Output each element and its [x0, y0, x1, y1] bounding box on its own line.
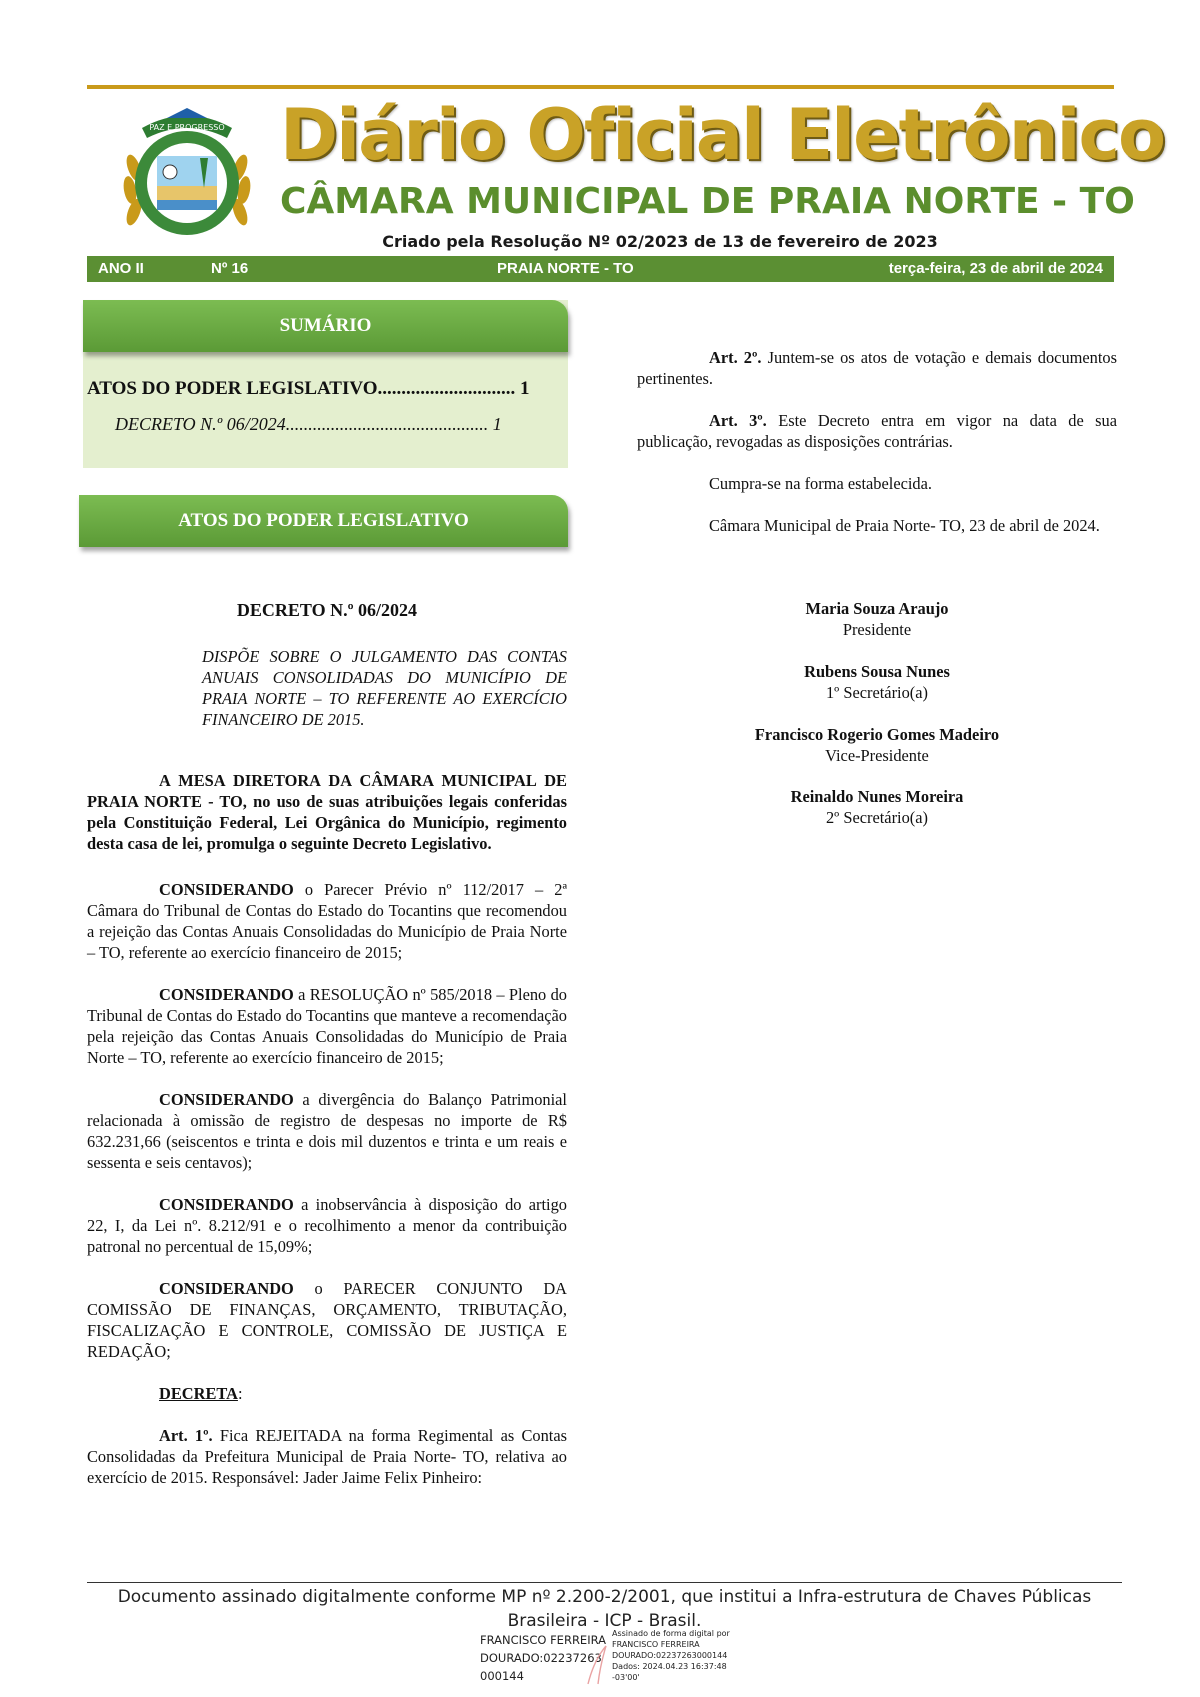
signatory-name: Francisco Rogerio Gomes Madeiro: [754, 725, 1000, 744]
signatory-name: Rubens Sousa Nunes: [804, 662, 950, 681]
crest-motto: PAZ E PROGRESSO: [149, 123, 225, 132]
considerando-text: a RESOLUÇÃO nº 585/2018 – Pleno do Tribunal de Contas do Estado do Tocantins que manteve a recomendação pela rejeição das Contas Anuais Consolidadas do Município de Praia Norte – TO, referente ao exercício financeiro de 2015;: [87, 985, 567, 1067]
cert-detail-line: FRANCISCO FERREIRA: [612, 1640, 700, 1649]
article-2-lead: Art. 2º.: [709, 348, 762, 367]
decree-title: DECRETO N.º 06/2024: [236, 600, 418, 620]
cert-name-line: FRANCISCO FERREIRA: [480, 1633, 606, 1647]
signature-block-2: [637, 661, 1117, 703]
summary-title: SUMÁRIO: [83, 300, 568, 352]
considerando-text: o PARECER CONJUNTO DA COMISSÃO DE FINANÇAS, ORÇAMENTO, TRIBUTAÇÃO, FISCALIZAÇÃO E CONTROLE, COMISSÃO DE JUSTIÇA E REDAÇÃO;: [87, 1279, 567, 1361]
article-1-text: Fica REJEITADA na forma Regimental as Contas Consolidadas da Prefeitura Municipal de Praia Norte- TO, relativa ao exercício de 2015. Responsável: Jader Jaime Felix Pinheiro:: [87, 1426, 567, 1487]
notice-line-2: Brasileira - ICP - Brasil.: [507, 1611, 702, 1631]
decree-body-left: [87, 770, 567, 1488]
signatory-role: 1º Secretário(a): [825, 683, 928, 702]
decreta-word: DECRETA: [159, 1384, 238, 1403]
notice-line-1: Documento assinado digitalmente conforme MP nº 2.200-2/2001, que institui a Infra-estrutura de Chaves Públicas: [117, 1587, 1092, 1607]
board-preamble: A MESA DIRETORA DA CÂMARA MUNICIPAL DE PRAIA NORTE - TO, no uso de suas atribuições legais conferidas pela Constituição Federal, Lei Orgânica do Município, regimento desta casa de lei, promulga o seguinte Decreto Legislativo.: [87, 771, 567, 853]
masthead-title: Diário Oficial Eletrônico: [280, 94, 1165, 176]
cert-detail-line: Dados: 2024.04.23 16:37:48: [612, 1662, 727, 1671]
edition-number: Nº 16: [211, 260, 249, 277]
considerando-lead: CONSIDERANDO: [159, 880, 294, 899]
decreta-heading: [87, 1383, 567, 1404]
decree-summary-ementa: DISPÕE SOBRE O JULGAMENTO DAS CONTAS ANUAIS CONSOLIDADAS DO MUNICÍPIO DE PRAIA NORTE – TO REFERENTE AO EXERCÍCIO FINANCEIRO DE 2015.: [202, 647, 567, 729]
edition-year: ANO II: [98, 260, 144, 277]
footer-rule: [87, 1582, 1122, 1583]
masthead-subtitle: CÂMARA MUNICIPAL DE PRAIA NORTE - TO: [280, 181, 1135, 222]
considerando-2: [87, 984, 567, 1068]
considerando-3: [87, 1089, 567, 1173]
cert-detail-line: -03'00': [612, 1673, 640, 1682]
article-2-text: Juntem-se os atos de votação e demais documentos pertinentes.: [637, 348, 1118, 388]
article-3: [637, 410, 1117, 452]
summary-entry-decree[interactable]: DECRETO N.º 06/2024............................................. 1: [115, 414, 502, 434]
signatory-name: Maria Souza Araujo: [805, 599, 949, 618]
edition-location: PRAIA NORTE - TO: [497, 260, 634, 277]
considerando-lead: CONSIDERANDO: [159, 1195, 294, 1214]
summary-entry-section[interactable]: ATOS DO PODER LEGISLATIVO............................. 1: [87, 378, 530, 399]
considerando-text: o Parecer Prévio nº 112/2017 – 2ª Câmara do Tribunal de Contas do Estado do Tocantins que recomendou a rejeição das Contas Anuais Consolidadas do Município de Praia Norte – TO, referente ao exercício financeiro de 2015;: [87, 880, 567, 962]
edition-info-bar: [87, 256, 1114, 282]
cert-detail-line: Assinado de forma digital por: [612, 1629, 730, 1638]
article-1-lead: Art. 1º.: [159, 1426, 213, 1445]
article-2: [637, 347, 1117, 389]
signature-block-3: [637, 724, 1117, 766]
municipal-crest-logo: [112, 98, 262, 248]
considerando-5: [87, 1278, 567, 1362]
considerando-4: [87, 1194, 567, 1257]
article-3-text: Este Decreto entra em vigor na data de sua publicação, revogadas as disposições contrárias.: [637, 411, 1118, 451]
cert-detail-line: DOURADO:02237263000144: [612, 1651, 728, 1660]
signature-block-1: [637, 598, 1117, 640]
considerando-lead: CONSIDERANDO: [159, 985, 294, 1004]
considerando-text: a divergência do Balanço Patrimonial relacionada à omissão de registro de despesas no importe de R$ 632.231,66 (seiscentos e trinta e dois mil duzentos e trinta e um reais e sessenta e seis centavos);: [87, 1090, 567, 1172]
signature-block-4: [637, 786, 1117, 828]
considerando-1: [87, 879, 567, 963]
signatory-name: Reinaldo Nunes Moreira: [790, 787, 964, 806]
certificate-details: [612, 1628, 742, 1683]
creation-resolution-line: Criado pela Resolução Nº 02/2023 de 13 de fevereiro de 2023: [382, 232, 938, 251]
closing-place-date: Câmara Municipal de Praia Norte- TO, 23 de abril de 2024.: [709, 516, 1100, 535]
signatory-role: Vice-Presidente: [825, 746, 929, 765]
considerando-lead: CONSIDERANDO: [159, 1279, 294, 1298]
decree-body-right: [637, 347, 1117, 536]
closing-cumpra: Cumpra-se na forma estabelecida.: [709, 474, 932, 493]
edition-date: terça-feira, 23 de abril de 2024: [888, 260, 1103, 277]
signatory-role: Presidente: [842, 620, 912, 639]
cert-name-line: DOURADO:02237263: [480, 1651, 602, 1665]
decreta-colon: :: [237, 1384, 243, 1403]
article-1: [87, 1425, 567, 1488]
section-tab-legislative-acts: ATOS DO PODER LEGISLATIVO: [79, 495, 568, 547]
considerando-text: a inobservância à disposição do artigo 22, I, da Lei nº. 8.212/91 e o recolhimento a menor da contribuição patronal no percentual de 15,09%;: [87, 1195, 567, 1256]
header-top-rule: [87, 85, 1114, 89]
considerando-lead: CONSIDERANDO: [159, 1090, 294, 1109]
article-3-lead: Art. 3º.: [709, 411, 767, 430]
cert-name-line: 000144: [480, 1669, 524, 1683]
digital-signature-notice: [87, 1585, 1122, 1633]
signatory-role: 2º Secretário(a): [825, 808, 928, 827]
